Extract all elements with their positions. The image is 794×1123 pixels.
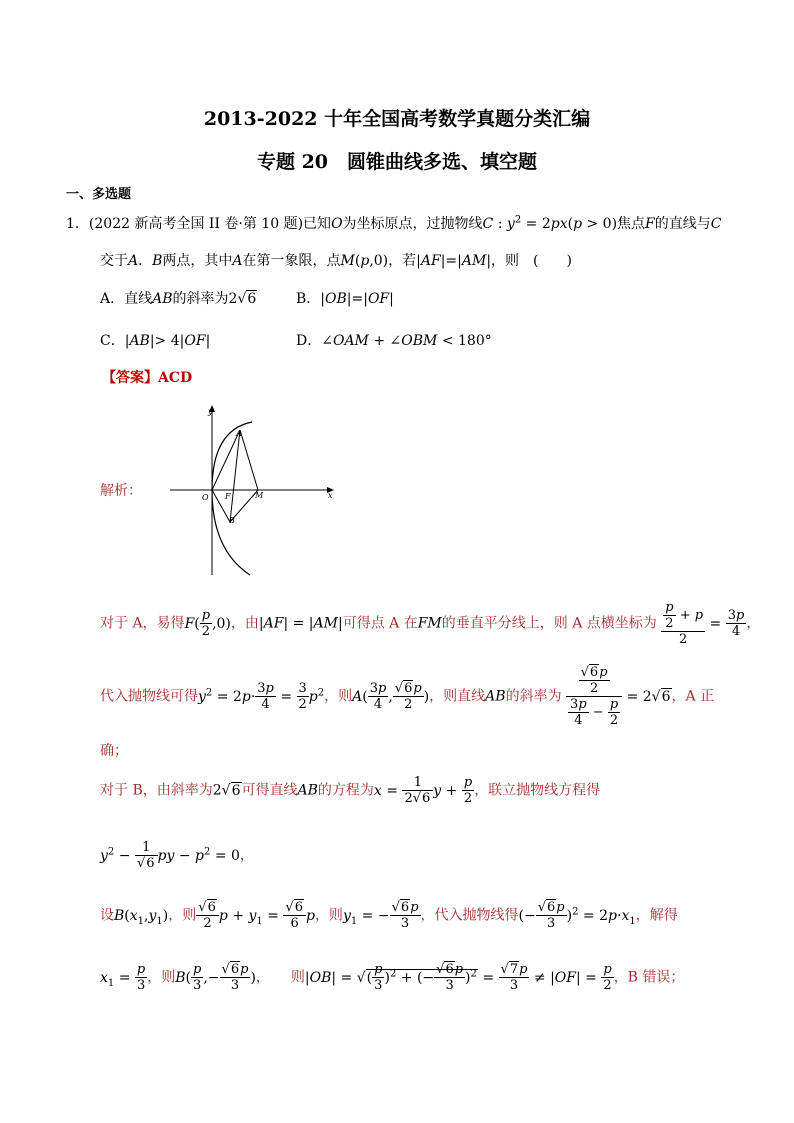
line-oa (212, 430, 240, 490)
label-m: M (255, 491, 264, 500)
option-a: A．直线AB的斜率为2√6 (100, 291, 257, 307)
answer-label: 【答案】ACD (102, 370, 193, 386)
option-c: C．|AB|> 4|OF| (100, 333, 211, 349)
page-subtitle: 专题 20 圆锥曲线多选、填空题 (256, 151, 538, 173)
label-a: A (236, 429, 242, 438)
option-b: B．|OB|=|OF| (296, 291, 394, 307)
parabola-lower (212, 490, 250, 575)
option-d: D．∠OAM + ∠OBM < 180° (296, 333, 492, 349)
solution-line-2: 代入抛物线可得$y^2 = 2p\cdot$ $\frac{3p}{4}$ = $\frac{3}{2}$ $p^2$，则A( $\frac{3p}{4}$ , $\frac{√6p}{2}$ )，则直线AB的斜率为 $\frac{√6p}{2}$ $\frac{3p}{4}$ − $\frac{p}{2}$ = 2√6，A 正 (100, 665, 715, 728)
solution-line-7: $x_1$ = $\frac{p}{3}$ ，则B( $\frac{p}{3}$ ,− $\frac{√6p}{3}$ )， 则|OB| = √( $\frac{p}{3}$ )$^2$ + (− $\frac{√6p}{3}$ )$^2$ = $\frac{√7p}{3}$ ≠ |OF| = $\frac{p}{2}$ ，B 错误； (100, 962, 685, 993)
label-x: x (328, 491, 333, 500)
solution-line-1: 对于 A，易得F( $\frac{p}{2}$ ,0)，由|AF| = |AM|可得点 A 在FM的垂直平分线上，则 A 点横坐标为 $\frac{p}{2}$ + p 2 = $\frac{3p}{4}$ ， (100, 600, 761, 647)
section-heading: 一、多选题 (66, 187, 132, 202)
label-b: B (229, 516, 235, 525)
line-am (240, 430, 258, 490)
page-title: 2013-2022 十年全国高考数学真题分类汇编 (203, 108, 591, 130)
question-source: (2022 新高考全国 II 卷·第 10 题)已知 (88, 216, 332, 232)
label-o: O (202, 493, 209, 502)
label-f: F (225, 492, 231, 501)
solution-line-4: 对于 B，由斜率为2√6可得直线AB的方程为x = $\frac{1}{2√6}$ y + $\frac{p}{2}$ ，联立抛物线方程得 (100, 775, 601, 806)
analysis-label: 解析： (100, 483, 142, 499)
solution-line-6: 设$B(x_1,y_1)$，则 $\frac{√6}{2}$ $p + y_1$ = $\frac{√6}{6}$ p，则$y_1$ = − $\frac{√6p}{3}$ ，代入抛物线得(− $\frac{√6p}{3}$ )$^2 = 2p\cdot x_1$，解得 (100, 900, 678, 931)
question-line-2: 交于A．B两点，其中A在第一象限，点M(p,0)，若|AF|=|AM|，则 ( ) (100, 253, 572, 269)
solution-line-5: $y^2$ − $\frac{1}{√6}$ py − $p^2 = 0$， (100, 840, 254, 871)
solution-line-3: 确； (100, 743, 128, 759)
label-y: y (208, 407, 213, 416)
parabola-upper (212, 422, 252, 490)
question-line-1: 1．(2022 新高考全国 II 卷·第 10 题)已知O为坐标原点，过抛物线C : $y^2 = 2px(p > 0)$焦点F的直线与C (66, 214, 722, 232)
line-ab (230, 430, 240, 522)
question-number: 1． (66, 216, 89, 232)
parabola-figure (150, 400, 350, 580)
